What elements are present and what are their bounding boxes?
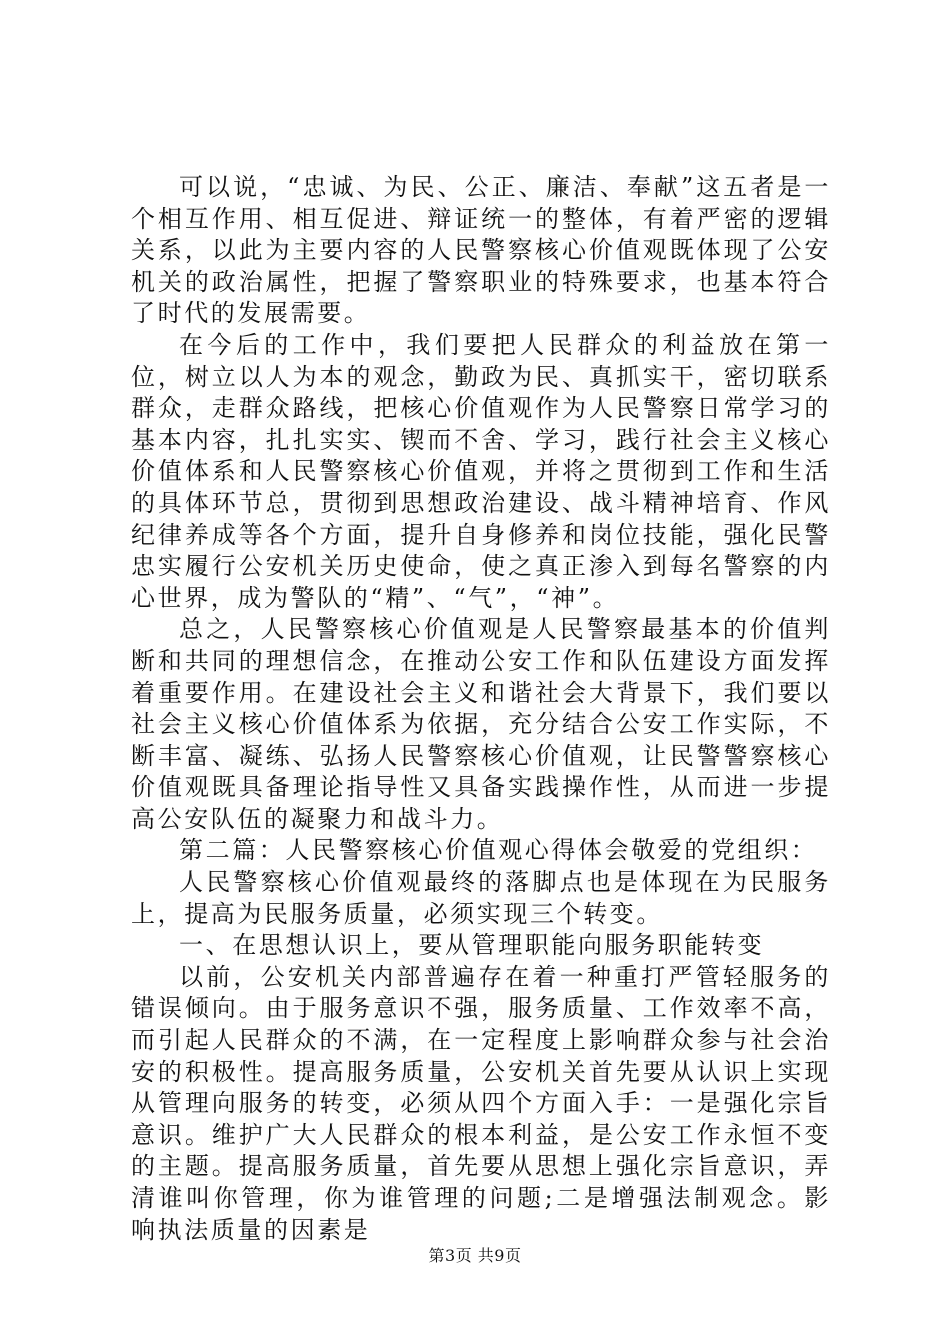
paragraph: 可以说，“忠诚、为民、公正、廉洁、奉献”这五者是一个相互作用、相互促进、辩证统一的整体，有着严密的逻辑关系，以此为主要内容的人民警察核心价值观既体现了公安机关的政治属性，把握了警察职业的特殊要求，也基本符合了时代的发展需要。 (131, 173, 831, 328)
section-heading: 第二篇：人民警察核心价值观心得体会敬爱的党组织： (179, 836, 818, 865)
document-body (131, 172, 831, 1246)
page-footer: 第3页 共9页 (428, 1246, 522, 1265)
paragraph: 在今后的工作中，我们要把人民群众的利益放在第一位，树立以人为本的观念，勤政为民、真抓实干，密切联系群众，走群众路线，把核心价值观作为人民警察日常学习的基本内容，扎扎实实、锲而不舍、学习，践行社会主义核心价值体系和人民警察核心价值观，并将之贯彻到工作和生活的具体环节总，贯彻到思想政治建设、战斗精神培育、作风纪律养成等各个方面，提升自身修养和岗位技能，强化民警忠实履行公安机关历史使命，使之真正渗入到每名警察的内心世界，成为警队的“精”、“气”，“神”。 (131, 330, 831, 612)
subsection-heading: 一、在思想认识上，要从管理职能向服务职能转变 (179, 931, 765, 960)
paragraph: 以前，公安机关内部普遍存在着一种重打严管轻服务的错误倾向。由于服务意识不强，服务质量、工作效率不高，而引起人民群众的不满，在一定程度上影响群众参与社会治安的积极性。提高服务质量，公安机关首先要从认识上实现从管理向服务的转变，必须从四个方面入手：一是强化宗旨意识。维护广大人民群众的根本利益，是公安工作永恒不变的主题。提高服务质量，首先要从思想上强化宗旨意识，弄清谁叫你管理，你为谁管理的问题;二是增强法制观念。影响执法质量的因素是 (131, 962, 831, 1244)
paragraph: 人民警察核心价值观最终的落脚点也是体现在为民服务上，提高为民服务质量，必须实现三个转变。 (131, 868, 831, 928)
paragraph: 总之，人民警察核心价值观是人民警察最基本的价值判断和共同的理想信念，在推动公安工作和队伍建设方面发挥着重要作用。在建设社会主义和谐社会大背景下，我们要以社会主义核心价值体系为依据，充分结合公安工作实际，不断丰富、凝练、弘扬人民警察核心价值观，让民警警察核心价值观既具备理论指导性又具备实践操作性，从而进一步提高公安队伍的凝聚力和战斗力。 (131, 615, 831, 833)
